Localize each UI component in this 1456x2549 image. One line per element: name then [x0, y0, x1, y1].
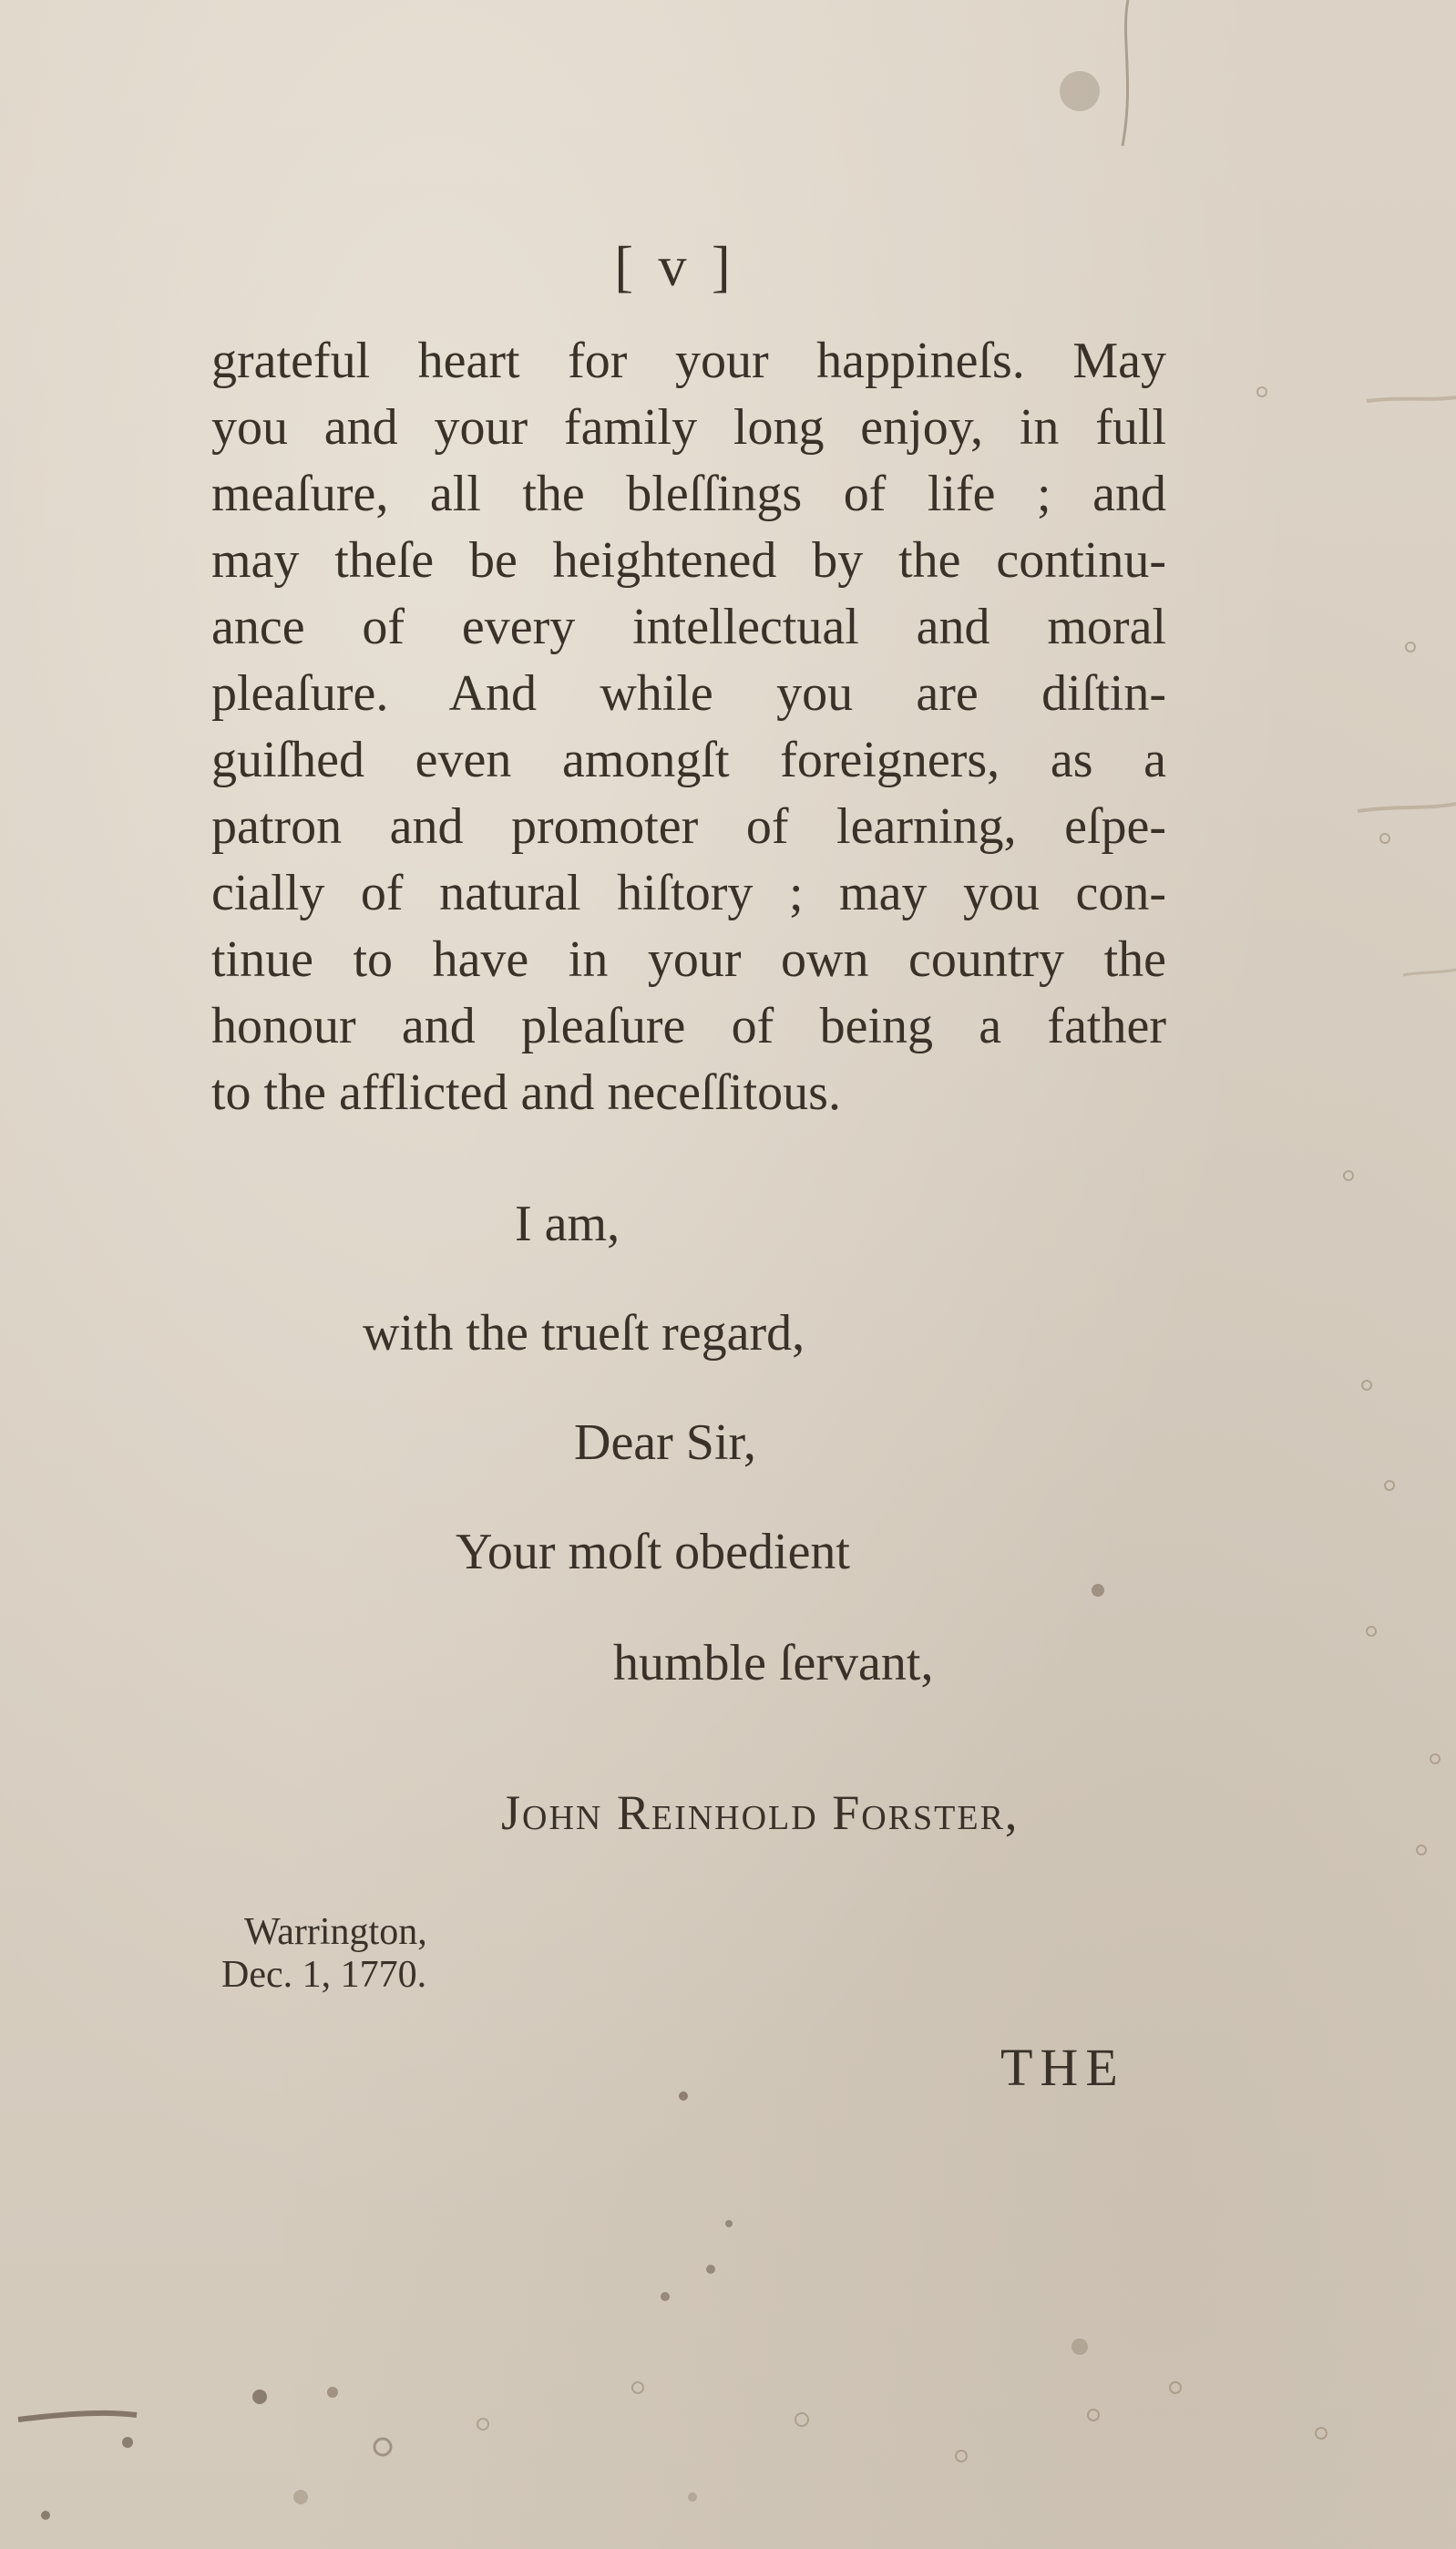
closing-i-am: I am, — [515, 1196, 620, 1252]
paragraph-line: cially of natural hiſtory ; may you con- — [211, 865, 1166, 921]
page-number-text: [ v ] — [614, 236, 736, 298]
paragraph-line: to the afflicted and neceſſitous. — [211, 1064, 841, 1121]
closing-regard: with the trueſt regard, — [363, 1305, 805, 1362]
letter-place: Warrington, — [244, 1911, 427, 1953]
paragraph-line: patron and promoter of learning, eſpe- — [211, 798, 1166, 855]
paragraph-line: may theſe be heightened by the continu- — [211, 532, 1166, 589]
paragraph-line: ance of every intellectual and moral — [211, 599, 1166, 655]
paragraph-line: you and your family long enjoy, in full — [211, 399, 1166, 456]
catchword: THE — [1000, 2038, 1125, 2097]
author-signature: John Reinhold Forster, — [501, 1785, 1020, 1840]
letter-paragraph — [211, 328, 1166, 1126]
closing-obedient: Your moſt obedient — [456, 1524, 850, 1580]
paragraph-line: pleaſure. And while you are diſtin- — [211, 665, 1166, 722]
paragraph-line: guiſhed even amongſt foreigners, as a — [211, 732, 1166, 788]
paragraph-line: honour and pleaſure of being a father — [211, 998, 1166, 1054]
closing-servant: humble ſervant, — [613, 1635, 934, 1691]
paragraph-line: meaſure, all the bleſſings of life ; and — [211, 466, 1166, 522]
paragraph-line: tinue to have in your own country the — [211, 931, 1166, 988]
page-number — [0, 235, 1456, 300]
paragraph-line: grateful heart for your happineſs. May — [211, 333, 1166, 389]
salutation: Dear Sir, — [574, 1414, 756, 1471]
letter-date: Dec. 1, 1770. — [221, 1954, 427, 1996]
